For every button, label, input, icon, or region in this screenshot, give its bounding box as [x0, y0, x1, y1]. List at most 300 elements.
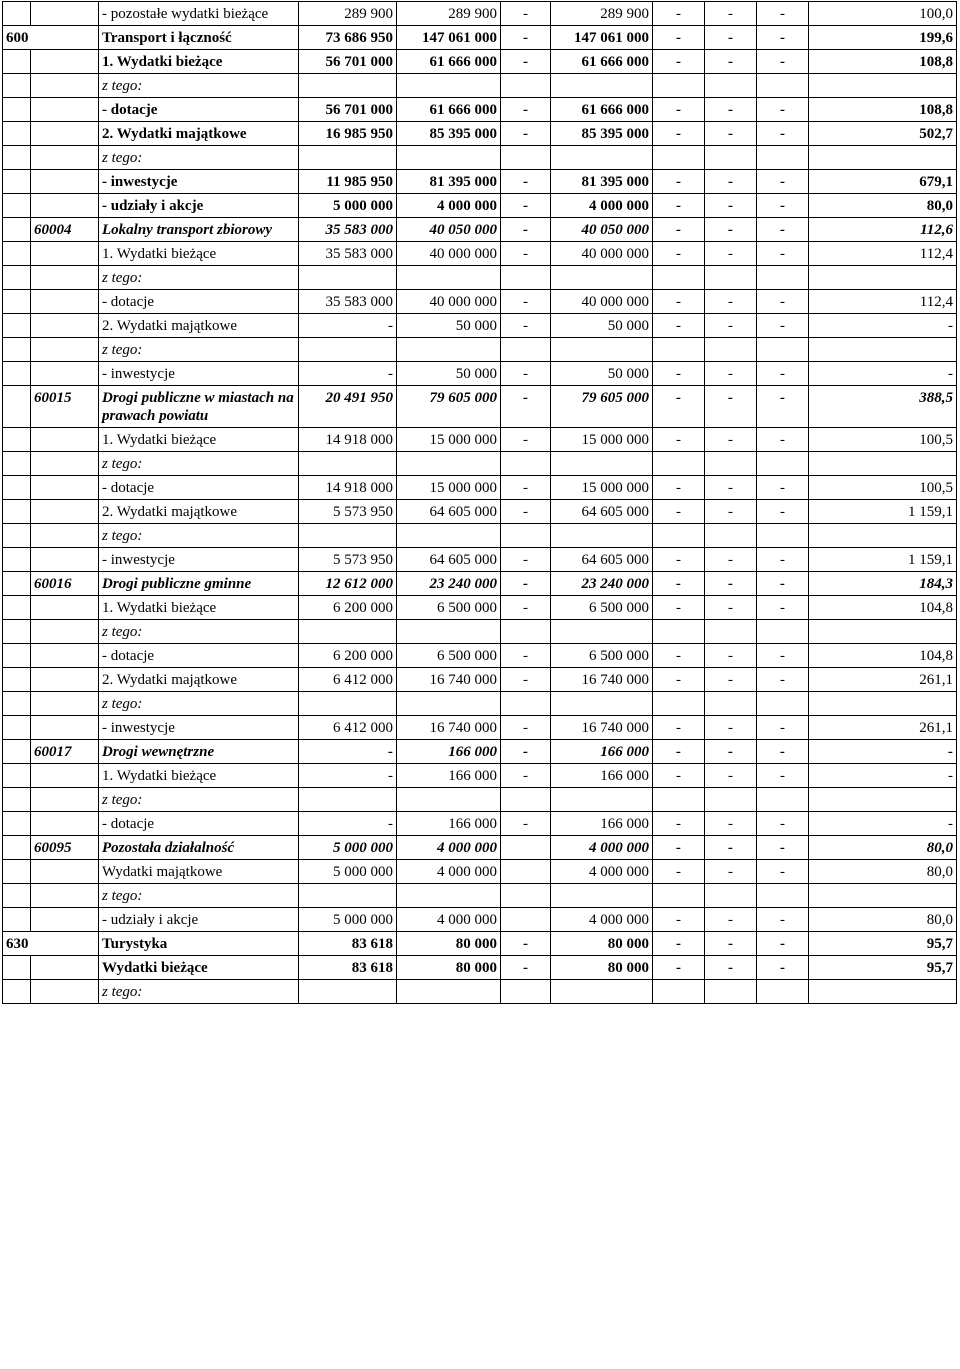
empty-cell: [705, 74, 757, 98]
row-label: 1. Wydatki bieżące: [99, 428, 299, 452]
value-budget: 289 900: [397, 2, 501, 26]
empty-cell: [809, 692, 957, 716]
row-label: Drogi publiczne w miastach na prawach powiatu: [99, 386, 299, 428]
margin-cell: [3, 500, 31, 524]
empty-cell: [501, 620, 551, 644]
value-budget: 16 740 000: [397, 716, 501, 740]
value-col7: -: [757, 386, 809, 428]
z-tego-row: [3, 620, 957, 644]
value-budget: 23 240 000: [397, 572, 501, 596]
value-plan: 56 701 000: [299, 50, 397, 74]
value-col7: -: [757, 122, 809, 146]
value-plan: -: [299, 362, 397, 386]
value-plan: -: [299, 314, 397, 338]
value-col3: -: [501, 548, 551, 572]
empty-cell: [551, 74, 653, 98]
empty-cell: [705, 884, 757, 908]
row-code: 60017: [31, 740, 99, 764]
z-tego-label: z tego:: [99, 788, 299, 812]
value-col5: -: [653, 956, 705, 980]
value-col5: -: [653, 218, 705, 242]
value-col3: [501, 860, 551, 884]
value-col5: -: [653, 500, 705, 524]
table-row: [3, 596, 957, 620]
row-code: [31, 50, 99, 74]
empty-cell: [299, 620, 397, 644]
empty-cell: [551, 980, 653, 1004]
value-index: 1 159,1: [809, 548, 957, 572]
value-col6: -: [705, 290, 757, 314]
value-budget: 147 061 000: [397, 26, 501, 50]
value-col6: -: [705, 242, 757, 266]
value-col3: -: [501, 932, 551, 956]
value-col7: -: [757, 548, 809, 572]
value-budget: 4 000 000: [397, 908, 501, 932]
margin-cell: [3, 2, 31, 26]
value-col6: -: [705, 836, 757, 860]
value-col6: -: [705, 956, 757, 980]
table-row: [3, 290, 957, 314]
row-code: [31, 170, 99, 194]
value-col7: -: [757, 362, 809, 386]
margin-cell: [3, 338, 31, 362]
empty-cell: [757, 980, 809, 1004]
empty-cell: [397, 146, 501, 170]
empty-cell: [551, 884, 653, 908]
empty-cell: [757, 266, 809, 290]
value-col3: -: [501, 428, 551, 452]
value-col5: -: [653, 476, 705, 500]
value-col7: -: [757, 908, 809, 932]
section-row: [3, 932, 957, 956]
value-plan: 83 618: [299, 956, 397, 980]
row-label: 1. Wydatki bieżące: [99, 50, 299, 74]
value-col3: -: [501, 218, 551, 242]
value-index: 502,7: [809, 122, 957, 146]
value-col5: -: [653, 740, 705, 764]
row-label: - dotacje: [99, 98, 299, 122]
empty-cell: [705, 620, 757, 644]
table-row: [3, 50, 957, 74]
empty-cell: [299, 338, 397, 362]
value-index: 261,1: [809, 668, 957, 692]
row-label: Transport i łączność: [99, 26, 299, 50]
value-col6: -: [705, 122, 757, 146]
row-label: 1. Wydatki bieżące: [99, 596, 299, 620]
empty-cell: [299, 980, 397, 1004]
value-col3: -: [501, 740, 551, 764]
value-index: 184,3: [809, 572, 957, 596]
value-index: 1 159,1: [809, 500, 957, 524]
row-label: - inwestycje: [99, 362, 299, 386]
value-col7: -: [757, 314, 809, 338]
table-row: [3, 764, 957, 788]
margin-cell: [3, 644, 31, 668]
z-tego-row: [3, 692, 957, 716]
value-col5: -: [653, 548, 705, 572]
empty-cell: [299, 788, 397, 812]
empty-cell: [299, 146, 397, 170]
table-row: [3, 812, 957, 836]
value-plan: 5 000 000: [299, 836, 397, 860]
row-label: - dotacje: [99, 644, 299, 668]
value-col3: -: [501, 170, 551, 194]
table-row: [3, 428, 957, 452]
row-label: - dotacje: [99, 290, 299, 314]
margin-cell: [3, 122, 31, 146]
row-label: Lokalny transport zbiorowy: [99, 218, 299, 242]
value-col3: -: [501, 98, 551, 122]
row-code: [31, 194, 99, 218]
margin-cell: [3, 620, 31, 644]
value-budget: 64 605 000: [397, 548, 501, 572]
value-index: 199,6: [809, 26, 957, 50]
margin-cell: [3, 74, 31, 98]
empty-cell: [653, 266, 705, 290]
row-code: [31, 596, 99, 620]
value-col6: -: [705, 812, 757, 836]
empty-cell: [705, 266, 757, 290]
value-col5: -: [653, 836, 705, 860]
margin-cell: [3, 956, 31, 980]
row-code: [31, 668, 99, 692]
z-tego-label: z tego:: [99, 692, 299, 716]
value-col5: -: [653, 572, 705, 596]
value-col6: -: [705, 668, 757, 692]
value-col5: -: [653, 908, 705, 932]
row-label: Wydatki majątkowe: [99, 860, 299, 884]
value-col3: -: [501, 476, 551, 500]
value-total: 50 000: [551, 362, 653, 386]
value-budget: 85 395 000: [397, 122, 501, 146]
empty-cell: [757, 452, 809, 476]
empty-cell: [551, 266, 653, 290]
empty-cell: [299, 524, 397, 548]
chapter-row: [3, 836, 957, 860]
value-budget: 50 000: [397, 314, 501, 338]
value-index: -: [809, 764, 957, 788]
row-label: - dotacje: [99, 476, 299, 500]
margin-cell: [3, 884, 31, 908]
value-index: 100,0: [809, 2, 957, 26]
row-label: 2. Wydatki majątkowe: [99, 668, 299, 692]
row-label: - inwestycje: [99, 716, 299, 740]
empty-cell: [501, 146, 551, 170]
z-tego-label: z tego:: [99, 266, 299, 290]
value-plan: 12 612 000: [299, 572, 397, 596]
z-tego-label: z tego:: [99, 452, 299, 476]
value-budget: 16 740 000: [397, 668, 501, 692]
value-total: 4 000 000: [551, 194, 653, 218]
row-label: 1. Wydatki bieżące: [99, 242, 299, 266]
value-col7: -: [757, 596, 809, 620]
section-row: [3, 26, 957, 50]
value-col3: -: [501, 572, 551, 596]
z-tego-row: [3, 146, 957, 170]
value-total: 15 000 000: [551, 476, 653, 500]
empty-cell: [653, 74, 705, 98]
value-plan: 83 618: [299, 932, 397, 956]
row-label: 2. Wydatki majątkowe: [99, 500, 299, 524]
empty-cell: [809, 788, 957, 812]
margin-cell: [3, 980, 31, 1004]
row-label: - udziały i akcje: [99, 194, 299, 218]
table-row: [3, 860, 957, 884]
row-code: [31, 812, 99, 836]
value-plan: 5 000 000: [299, 860, 397, 884]
row-code: [31, 764, 99, 788]
margin-cell: [3, 596, 31, 620]
empty-cell: [299, 884, 397, 908]
empty-cell: [809, 620, 957, 644]
empty-cell: [653, 524, 705, 548]
empty-cell: [397, 266, 501, 290]
value-budget: 6 500 000: [397, 644, 501, 668]
value-col6: -: [705, 932, 757, 956]
z-tego-label: z tego:: [99, 146, 299, 170]
value-total: 4 000 000: [551, 908, 653, 932]
empty-cell: [501, 788, 551, 812]
z-tego-label: z tego:: [99, 74, 299, 98]
z-tego-row: [3, 788, 957, 812]
value-col3: -: [501, 386, 551, 428]
value-col3: [501, 908, 551, 932]
value-col6: -: [705, 314, 757, 338]
row-label: - udziały i akcje: [99, 908, 299, 932]
value-col5: -: [653, 428, 705, 452]
value-col5: -: [653, 170, 705, 194]
row-code: [31, 362, 99, 386]
empty-cell: [397, 74, 501, 98]
z-tego-row: [3, 884, 957, 908]
value-total: 147 061 000: [551, 26, 653, 50]
table-row: [3, 314, 957, 338]
value-budget: 6 500 000: [397, 596, 501, 620]
value-total: 289 900: [551, 2, 653, 26]
margin-cell: [3, 170, 31, 194]
value-plan: 14 918 000: [299, 428, 397, 452]
row-code: [31, 884, 99, 908]
value-index: 95,7: [809, 956, 957, 980]
value-col3: -: [501, 26, 551, 50]
value-col6: -: [705, 500, 757, 524]
z-tego-label: z tego:: [99, 980, 299, 1004]
value-col7: -: [757, 500, 809, 524]
value-col3: -: [501, 596, 551, 620]
value-col7: -: [757, 812, 809, 836]
empty-cell: [551, 692, 653, 716]
empty-cell: [809, 338, 957, 362]
margin-cell: [3, 452, 31, 476]
z-tego-label: z tego:: [99, 338, 299, 362]
row-code: [31, 146, 99, 170]
z-tego-row: [3, 452, 957, 476]
empty-cell: [809, 74, 957, 98]
value-total: 79 605 000: [551, 386, 653, 428]
value-col3: -: [501, 362, 551, 386]
margin-cell: [3, 740, 31, 764]
value-budget: 40 050 000: [397, 218, 501, 242]
row-code: [31, 74, 99, 98]
row-label: 2. Wydatki majątkowe: [99, 314, 299, 338]
value-total: 80 000: [551, 956, 653, 980]
value-total: 80 000: [551, 932, 653, 956]
empty-cell: [397, 338, 501, 362]
margin-cell: [3, 476, 31, 500]
value-plan: -: [299, 764, 397, 788]
value-total: 40 000 000: [551, 242, 653, 266]
row-code: [31, 338, 99, 362]
empty-cell: [809, 266, 957, 290]
chapter-row: [3, 572, 957, 596]
row-label: Wydatki bieżące: [99, 956, 299, 980]
value-index: 80,0: [809, 908, 957, 932]
value-col6: -: [705, 98, 757, 122]
value-col7: -: [757, 428, 809, 452]
empty-cell: [705, 692, 757, 716]
margin-cell: [3, 266, 31, 290]
value-budget: 166 000: [397, 812, 501, 836]
value-col7: -: [757, 836, 809, 860]
margin-cell: [3, 98, 31, 122]
row-code: [31, 788, 99, 812]
value-plan: 16 985 950: [299, 122, 397, 146]
empty-cell: [397, 524, 501, 548]
value-col5: -: [653, 764, 705, 788]
value-col7: -: [757, 290, 809, 314]
empty-cell: [551, 338, 653, 362]
value-budget: 4 000 000: [397, 194, 501, 218]
value-plan: 5 573 950: [299, 548, 397, 572]
value-col6: -: [705, 716, 757, 740]
value-budget: 64 605 000: [397, 500, 501, 524]
empty-cell: [653, 788, 705, 812]
value-budget: 166 000: [397, 764, 501, 788]
value-col6: -: [705, 908, 757, 932]
empty-cell: [551, 146, 653, 170]
table-row: [3, 122, 957, 146]
empty-cell: [397, 788, 501, 812]
value-index: 80,0: [809, 860, 957, 884]
margin-cell: [3, 572, 31, 596]
value-col6: -: [705, 860, 757, 884]
value-plan: 5 000 000: [299, 908, 397, 932]
empty-cell: [809, 884, 957, 908]
value-index: 80,0: [809, 194, 957, 218]
empty-cell: [551, 452, 653, 476]
value-plan: 35 583 000: [299, 242, 397, 266]
value-col3: [501, 836, 551, 860]
value-col6: -: [705, 548, 757, 572]
empty-cell: [397, 620, 501, 644]
value-plan: 35 583 000: [299, 290, 397, 314]
value-col7: -: [757, 26, 809, 50]
row-code: [31, 266, 99, 290]
value-index: 388,5: [809, 386, 957, 428]
value-total: 85 395 000: [551, 122, 653, 146]
value-index: 104,8: [809, 596, 957, 620]
z-tego-row: [3, 524, 957, 548]
empty-cell: [501, 338, 551, 362]
row-code: [31, 644, 99, 668]
value-plan: 6 412 000: [299, 668, 397, 692]
value-col7: -: [757, 170, 809, 194]
empty-cell: [809, 524, 957, 548]
value-col5: -: [653, 860, 705, 884]
value-total: 166 000: [551, 740, 653, 764]
value-plan: 35 583 000: [299, 218, 397, 242]
empty-cell: [705, 788, 757, 812]
value-col6: -: [705, 644, 757, 668]
empty-cell: [757, 692, 809, 716]
margin-cell: [3, 146, 31, 170]
table-row: [3, 362, 957, 386]
table-row: [3, 956, 957, 980]
row-code: [31, 716, 99, 740]
margin-cell: [3, 314, 31, 338]
value-col5: -: [653, 122, 705, 146]
value-col5: -: [653, 596, 705, 620]
empty-cell: [551, 524, 653, 548]
value-col7: -: [757, 194, 809, 218]
value-budget: 166 000: [397, 740, 501, 764]
section-code: 630: [3, 932, 99, 956]
margin-cell: [3, 788, 31, 812]
value-col6: -: [705, 2, 757, 26]
value-col3: -: [501, 812, 551, 836]
empty-cell: [809, 980, 957, 1004]
value-plan: 14 918 000: [299, 476, 397, 500]
empty-cell: [501, 692, 551, 716]
value-col7: -: [757, 860, 809, 884]
margin-cell: [3, 908, 31, 932]
empty-cell: [501, 452, 551, 476]
value-plan: 56 701 000: [299, 98, 397, 122]
value-col6: -: [705, 218, 757, 242]
row-label: - inwestycje: [99, 170, 299, 194]
value-total: 4 000 000: [551, 860, 653, 884]
empty-cell: [705, 338, 757, 362]
value-plan: 6 412 000: [299, 716, 397, 740]
chapter-row: [3, 386, 957, 428]
row-code: [31, 98, 99, 122]
value-total: 4 000 000: [551, 836, 653, 860]
value-budget: 61 666 000: [397, 98, 501, 122]
value-index: 108,8: [809, 50, 957, 74]
value-col6: -: [705, 428, 757, 452]
empty-cell: [757, 620, 809, 644]
table-body: [3, 2, 957, 1004]
empty-cell: [757, 74, 809, 98]
z-tego-row: [3, 266, 957, 290]
empty-cell: [299, 452, 397, 476]
empty-cell: [705, 980, 757, 1004]
value-col3: -: [501, 500, 551, 524]
empty-cell: [501, 266, 551, 290]
empty-cell: [653, 980, 705, 1004]
chapter-row: [3, 740, 957, 764]
value-total: 6 500 000: [551, 596, 653, 620]
value-index: 100,5: [809, 476, 957, 500]
table-row: [3, 170, 957, 194]
value-budget: 40 000 000: [397, 290, 501, 314]
row-label: Pozostała działalność: [99, 836, 299, 860]
row-code: [31, 242, 99, 266]
empty-cell: [757, 338, 809, 362]
value-col7: -: [757, 476, 809, 500]
row-code: [31, 692, 99, 716]
row-label: - dotacje: [99, 812, 299, 836]
